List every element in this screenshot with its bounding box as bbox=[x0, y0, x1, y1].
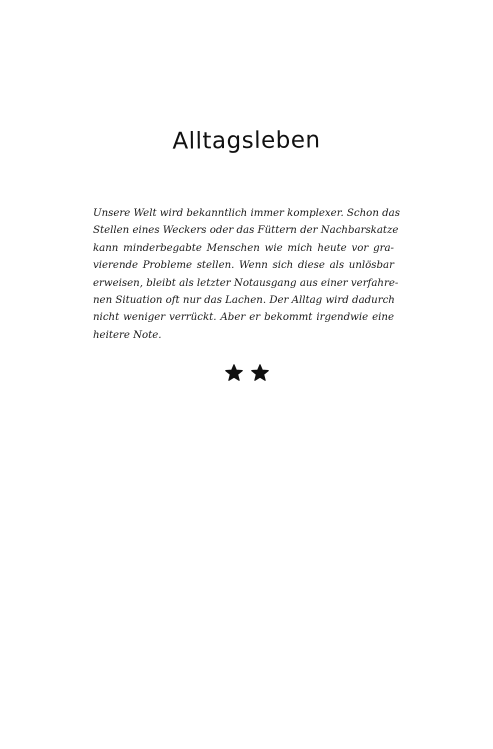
intro-line: erweisen, bleibt als letzter Notausgang aus einer verfahre- bbox=[93, 277, 399, 289]
star-icon bbox=[224, 363, 244, 383]
star-icon bbox=[250, 363, 270, 383]
intro-line: nen Situation oft nur das Lachen. Der Alltag wird dadurch bbox=[93, 295, 395, 307]
intro-line: Stellen eines Weckers oder das Füttern der Nachbarskatze bbox=[93, 225, 399, 237]
star-ornament bbox=[0, 363, 493, 383]
chapter-intro bbox=[93, 205, 400, 344]
chapter-title: Alltagsleben bbox=[172, 127, 321, 155]
intro-line: vierende Probleme stellen. Wenn sich diese als unlösbar bbox=[93, 260, 394, 272]
intro-line: heitere Note. bbox=[93, 329, 162, 341]
intro-line: Unsere Welt wird bekanntlich immer komplexer. Schon das bbox=[93, 208, 400, 219]
intro-line: nicht weniger verrückt. Aber er bekommt irgendwie eine bbox=[93, 312, 394, 324]
intro-line: kann minderbegabte Menschen wie mich heute vor gra- bbox=[93, 242, 394, 254]
